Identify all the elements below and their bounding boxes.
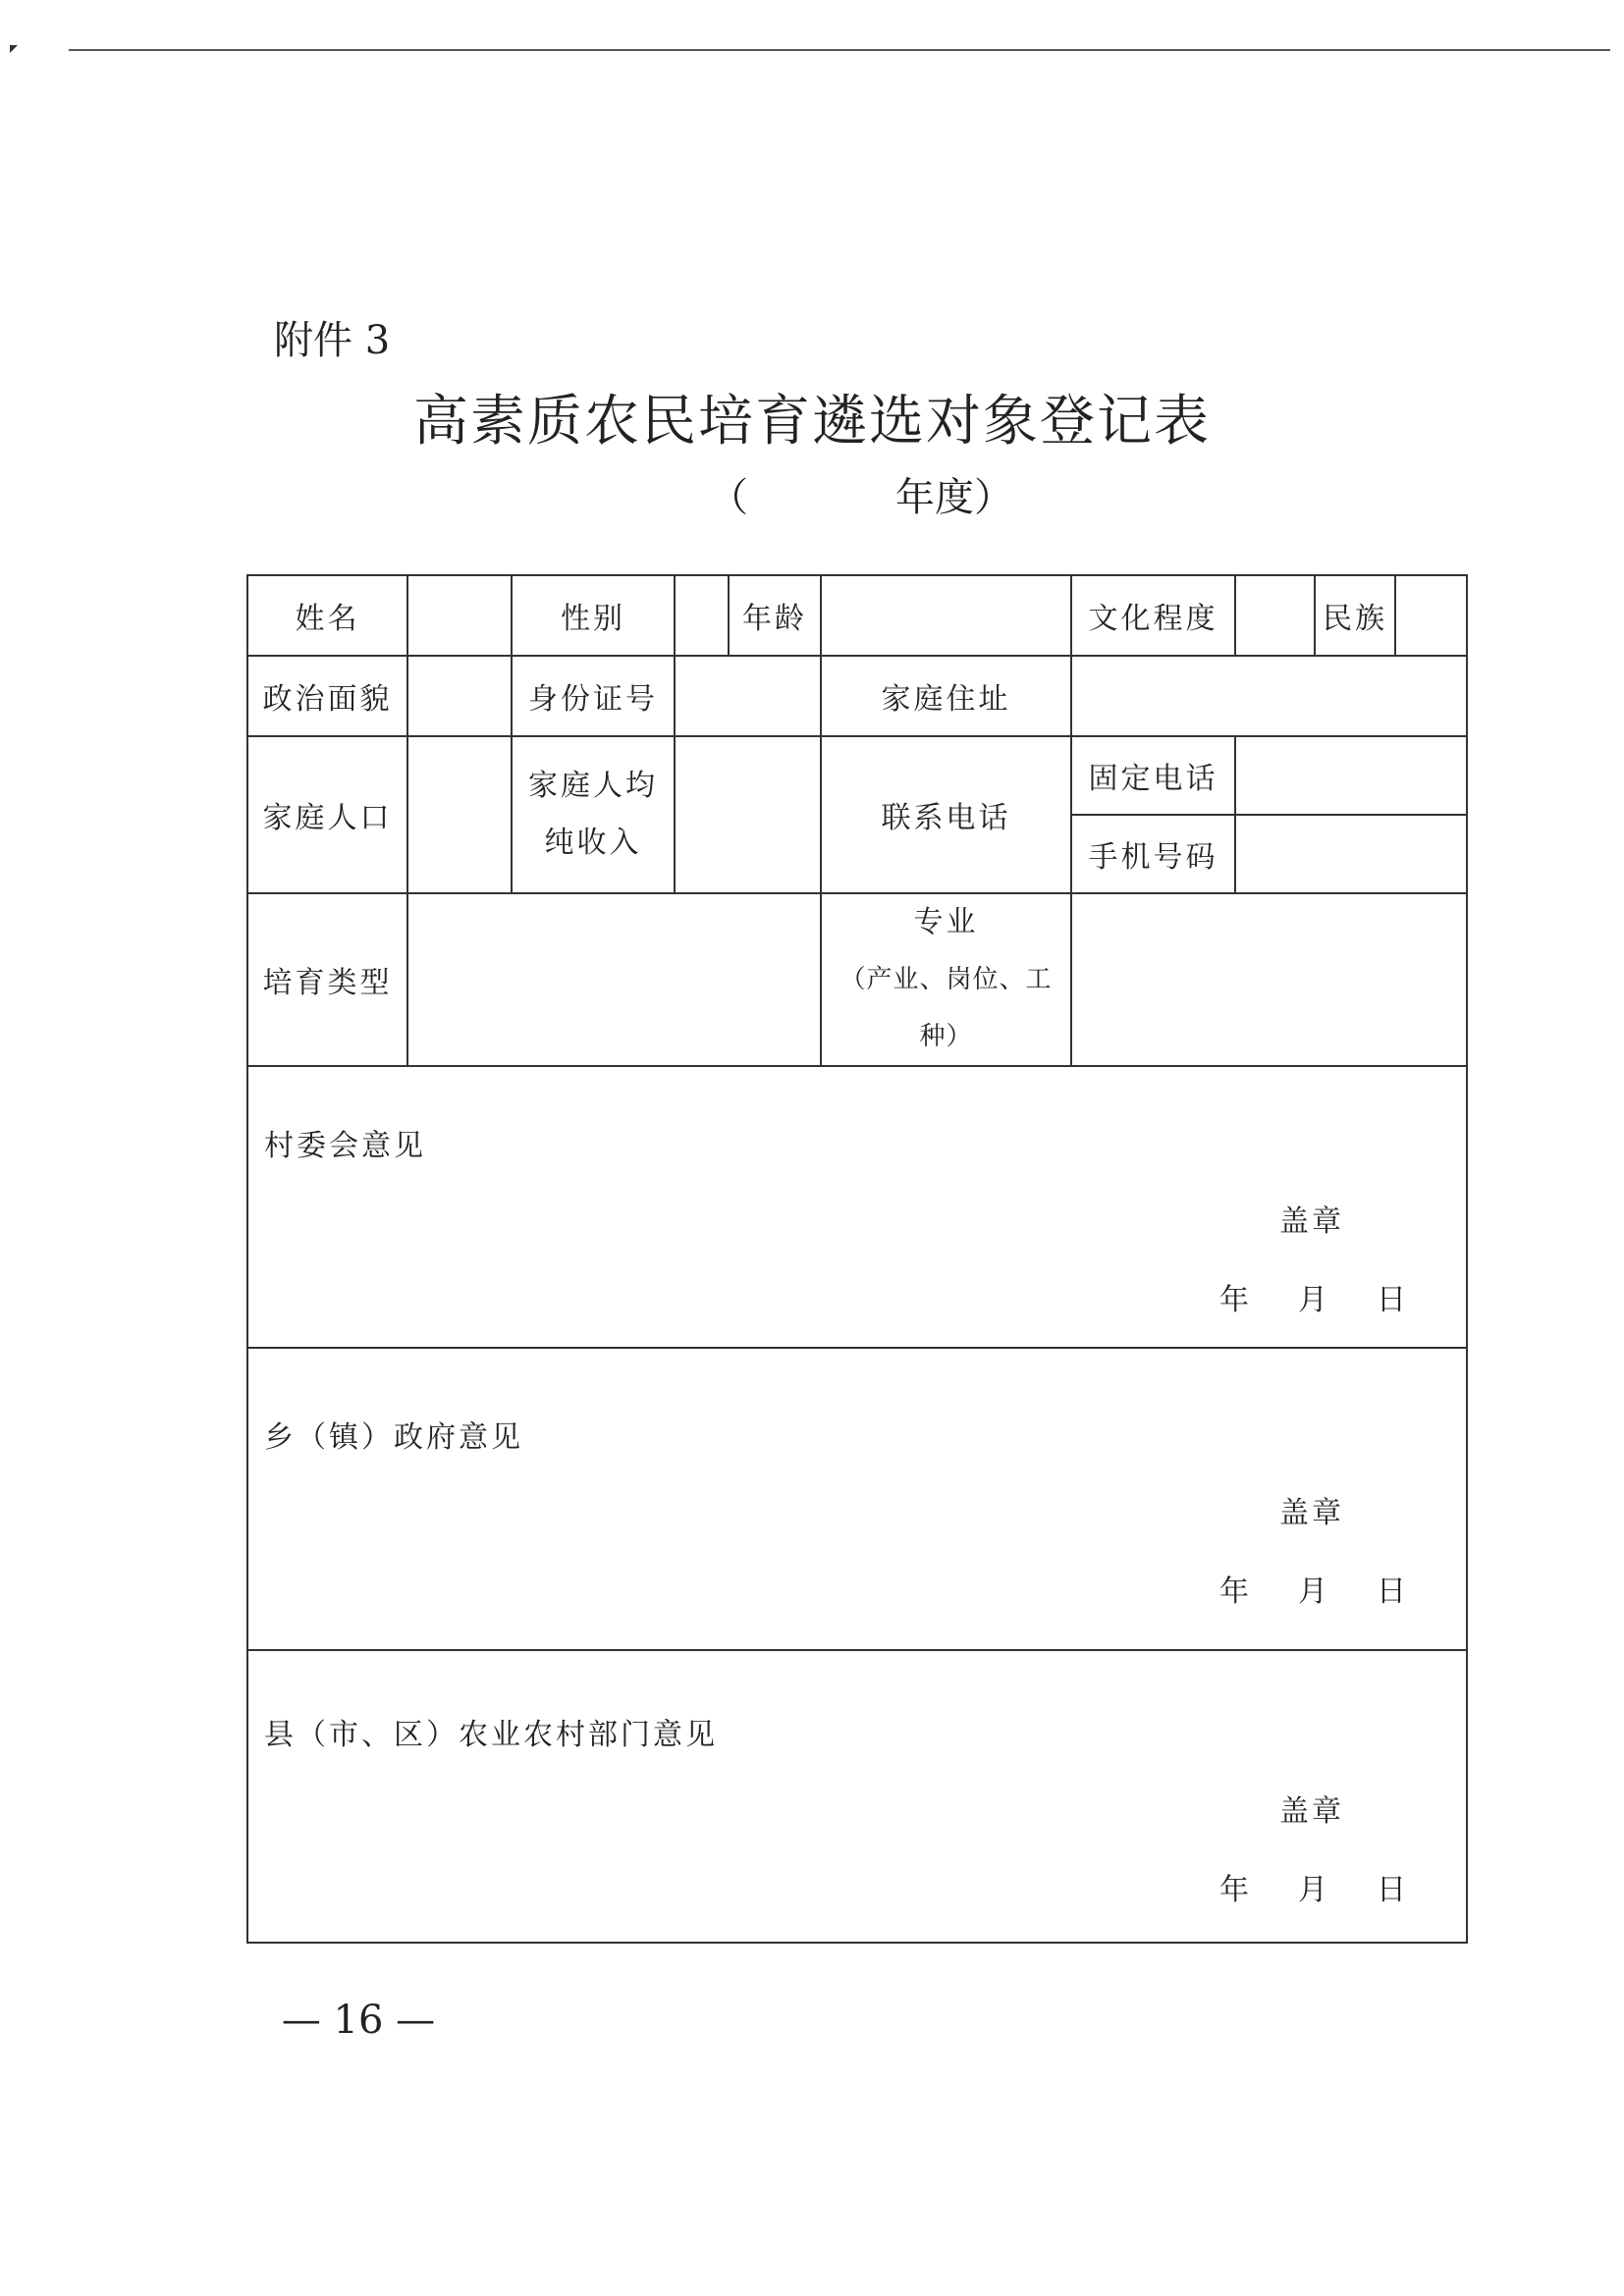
date-year-label: 年 bbox=[1219, 1575, 1252, 1609]
date-year-label: 年 bbox=[1219, 1283, 1252, 1317]
opinion-label: 县（市、区）农业农村部门意见 bbox=[264, 1718, 718, 1752]
household-label: 家庭人口 bbox=[247, 736, 407, 893]
name-label: 姓名 bbox=[247, 575, 407, 656]
township-government-opinion[interactable] bbox=[247, 1348, 1467, 1650]
major-label bbox=[821, 893, 1071, 1066]
year-label: 年度） bbox=[895, 475, 1013, 520]
income-label-line-2: 纯收入 bbox=[544, 826, 642, 860]
ethnicity-field[interactable] bbox=[1395, 575, 1467, 656]
date-year-label: 年 bbox=[1219, 1873, 1252, 1907]
date-month-label: 月 bbox=[1298, 1873, 1330, 1907]
village-committee-opinion[interactable] bbox=[247, 1066, 1467, 1348]
date-day-label: 日 bbox=[1377, 1575, 1409, 1609]
mobile-field[interactable] bbox=[1235, 815, 1467, 893]
page-title: 高素质农民培育遴选对象登记表 bbox=[413, 390, 1211, 454]
address-label: 家庭住址 bbox=[821, 656, 1071, 736]
corner-mark bbox=[10, 45, 18, 53]
income-label-line-1: 家庭人均 bbox=[528, 769, 658, 803]
education-field[interactable] bbox=[1235, 575, 1315, 656]
major-label-main: 专业 bbox=[913, 905, 979, 939]
date-day-label: 日 bbox=[1377, 1283, 1409, 1317]
name-field[interactable] bbox=[407, 575, 512, 656]
major-field[interactable] bbox=[1071, 893, 1467, 1066]
income-label bbox=[512, 736, 675, 893]
county-agriculture-department-opinion[interactable] bbox=[247, 1650, 1467, 1943]
seal-label: 盖章 bbox=[1279, 1794, 1344, 1829]
education-label: 文化程度 bbox=[1071, 575, 1235, 656]
attachment-label: 附件 3 bbox=[274, 318, 391, 363]
training-type-label: 培育类型 bbox=[247, 893, 407, 1066]
seal-label: 盖章 bbox=[1279, 1204, 1344, 1239]
id-number-field[interactable] bbox=[675, 656, 821, 736]
political-label: 政治面貌 bbox=[247, 656, 407, 736]
opinion-label: 村委会意见 bbox=[264, 1129, 426, 1163]
contact-label: 联系电话 bbox=[821, 736, 1071, 893]
date-day-label: 日 bbox=[1377, 1873, 1409, 1907]
mobile-label: 手机号码 bbox=[1071, 815, 1235, 893]
age-field[interactable] bbox=[821, 575, 1071, 656]
registration-form bbox=[246, 574, 1468, 1944]
income-field[interactable] bbox=[675, 736, 821, 893]
gender-label: 性别 bbox=[512, 575, 675, 656]
landline-field[interactable] bbox=[1235, 736, 1467, 815]
address-field[interactable] bbox=[1071, 656, 1467, 736]
year-open-paren: （ bbox=[709, 475, 748, 520]
major-label-sub: （产业、岗位、工种） bbox=[839, 965, 1053, 1051]
top-rule bbox=[69, 49, 1610, 51]
age-label: 年龄 bbox=[729, 575, 821, 656]
household-field[interactable] bbox=[407, 736, 512, 893]
landline-label: 固定电话 bbox=[1071, 736, 1235, 815]
id-number-label: 身份证号 bbox=[512, 656, 675, 736]
ethnicity-label: 民族 bbox=[1315, 575, 1395, 656]
political-field[interactable] bbox=[407, 656, 512, 736]
date-month-label: 月 bbox=[1298, 1575, 1330, 1609]
seal-label: 盖章 bbox=[1279, 1496, 1344, 1530]
page-number: — 16 — bbox=[281, 1998, 436, 2043]
training-type-field[interactable] bbox=[407, 893, 821, 1066]
date-month-label: 月 bbox=[1298, 1283, 1330, 1317]
opinion-label: 乡（镇）政府意见 bbox=[264, 1420, 523, 1455]
gender-field[interactable] bbox=[675, 575, 729, 656]
